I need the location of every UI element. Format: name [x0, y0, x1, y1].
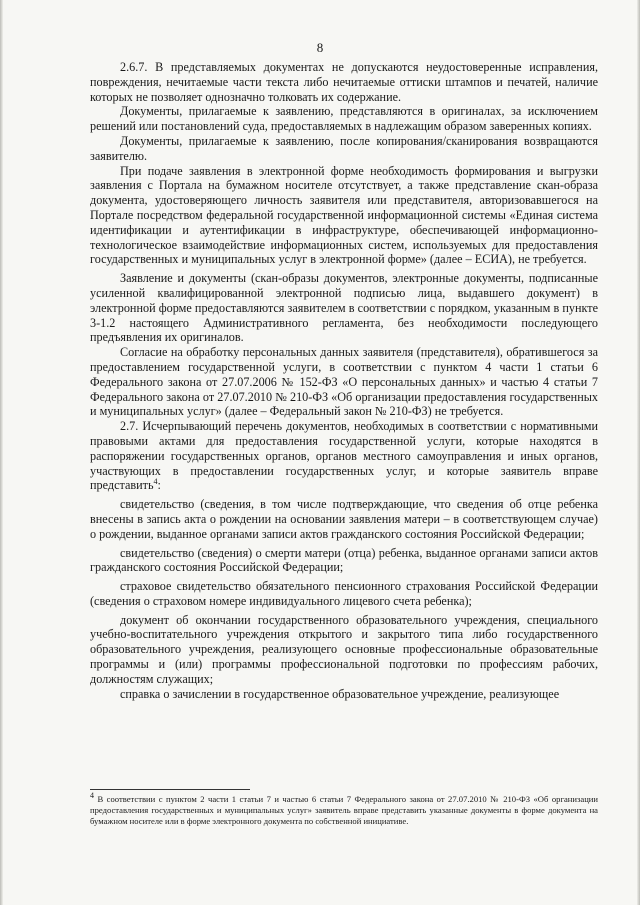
- paragraph-return: Документы, прилагаемые к заявлению, после копирования/сканирования возвращаются заявителю.: [90, 133, 598, 163]
- paragraph-2-7: [90, 419, 598, 493]
- list-item-death-certificate: свидетельство (сведения) о смерти матери (отца) ребенка, выданное органами записи актов гражданского состояния Российской Федерации;: [90, 545, 598, 575]
- paragraph-originals: Документы, прилагаемые к заявлению, представляются в оригиналах, за исключением решений или постановлений суда, предоставляемых в надлежащим образом заверенных копиях.: [90, 104, 598, 134]
- paragraph-electronic-submission: При подаче заявления в электронной форме необходимость формирования и выгрузки заявления с Портала на бумажном носителе отсутствует, а также представление скан-образа документа, удостоверяющего личность заявителя или представителя, авторизовавшегося на Портале посредством федеральной государственной информационной системы «Единая система идентификации и аутентификации в инфраструктуре, обеспечивающей информационно-технологическое взаимодействие информационных систем, используемых для предоставления государственных и муниципальных услуг в электронной форме» (далее – ЕСИА), не требуется.: [90, 163, 598, 267]
- paragraph-2-7-text: 2.7. Исчерпывающий перечень документов, необходимых в соответствии с нормативными правовыми актами для предоставления государственной услуги, которые находятся в распоряжении государственных органов, органов местного самоуправления и иных органов, участвующих в предоставлении государственных услуг, и которые заявитель вправе представить: [90, 419, 598, 493]
- footnote-separator: [90, 789, 250, 790]
- list-item-insurance-certificate: страховое свидетельство обязательного пенсионного страхования Российской Федерации (сведения о страховом номере индивидуального лицевого счета ребенка);: [90, 579, 598, 608]
- footnote-reference: 4: [153, 477, 158, 487]
- paragraph-scan-images: Заявление и документы (скан-образы документов, электронные документы, подписанные усиленной квалифицированной электронной подписью лица, выдавшего документ) в электронной форме предоставляются заявителем в соответствии с порядком, указанным в пункте 3-1.2 настоящего Административного регламента, без необходимости последующего предъявления их оригиналов.: [90, 271, 598, 345]
- footnote-reference-colon: :: [157, 478, 161, 493]
- footnote: [90, 791, 598, 827]
- list-item-enrollment-certificate: справка о зачислении в государственное образовательное учреждение, реализующее: [120, 686, 560, 701]
- footnote-marker: 4: [90, 791, 94, 801]
- page-number: 8: [316, 40, 324, 55]
- footnote-text: В соответствии с пунктом 2 части 1 статьи 7 и частью 6 статьи 7 Федерального закона от 27.07.2010 № 210-ФЗ «Об организации предоставления государственных и муниципальных услуг» заявитель вправе представить указанные документы в форме документа на бумажном носителе или в форме электронного документа по собственной инициативе.: [90, 794, 598, 826]
- scan-edge-left: [0, 0, 3, 905]
- document-body: [90, 60, 598, 701]
- list-item-birth-certificate: свидетельство (сведения, в том числе подтверждающие, что сведения об отце ребенка внесены в запись акта о рождении на основании заявления матери – в соответствующем случае) о рождении, выданное органами записи актов гражданского состояния Российской Федерации;: [90, 497, 598, 541]
- paragraph-personal-data: Согласие на обработку персональных данных заявителя (представителя), обратившегося за предоставлением государственной услуги, в соответствии с пунктом 4 части 1 статьи 6 Федерального закона от 27.07.2006 № 152-ФЗ «О персональных данных» и частью 4 статьи 7 Федерального закона от 27.07.2010 № 210-ФЗ «Об организации предоставления государственных и муниципальных услуг» (далее – Федеральный закон № 210-ФЗ) не требуется.: [90, 345, 598, 419]
- list-item-graduation-document: документ об окончании государственного образовательного учреждения, специального учебно-воспитательного учреждения открытого и закрытого типа либо государственного образовательного учреждения, реализующего основные профессиональные образовательные программы и (или) программы профессиональной подготовки по профессиям рабочих, должностям служащих;: [90, 612, 598, 686]
- paragraph-2-6-7: 2.6.7. В представляемых документах не допускаются неудостоверенные исправления, повреждения, нечитаемые части текста либо нечитаемые оттиски штампов и печатей, наличие которых не позволяет однозначно толковать их содержание.: [90, 60, 598, 104]
